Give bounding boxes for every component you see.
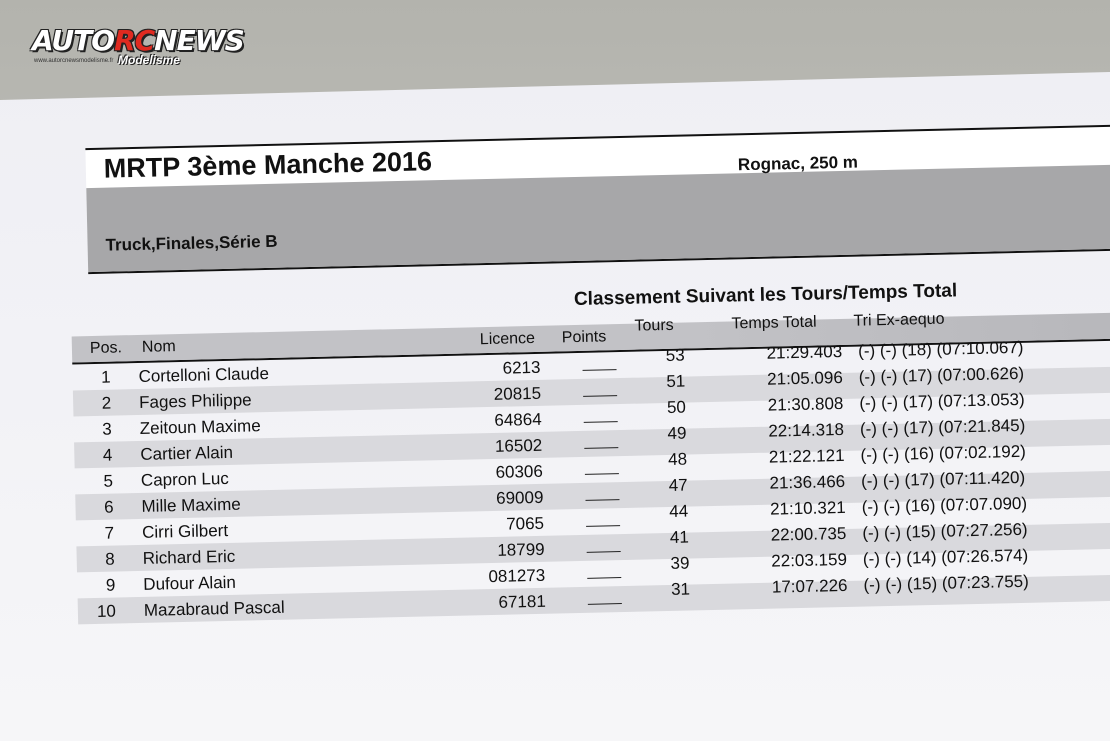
row-tiebreak: (-) (-) (16) (07:07.090)	[861, 493, 1028, 517]
row-tours: 51	[666, 371, 686, 391]
row-tiebreak: (-) (-) (14) (07:26.574)	[862, 545, 1029, 569]
row-total-time: 21:36.466	[769, 471, 846, 493]
row-points-blank	[585, 473, 619, 475]
row-tours: 53	[665, 345, 685, 365]
col-licence: Licence	[479, 329, 536, 349]
row-tours: 49	[667, 423, 687, 443]
row-points-blank	[583, 395, 617, 397]
row-position: 8	[105, 549, 115, 569]
event-title: MRTP 3ème Manche 2016	[103, 146, 433, 184]
row-points-blank	[587, 577, 621, 579]
row-tours: 39	[670, 553, 690, 573]
row-licence: 18799	[497, 539, 545, 560]
logo-auto: AUTO	[32, 24, 115, 57]
col-tours: Tours	[634, 316, 674, 335]
row-licence: 7065	[505, 513, 545, 534]
row-points-blank	[583, 369, 617, 371]
row-points-blank	[585, 499, 619, 501]
row-points-blank	[588, 603, 622, 605]
row-points-blank	[586, 525, 620, 527]
row-position: 7	[104, 523, 115, 543]
row-tours: 48	[667, 449, 688, 469]
results-table	[72, 312, 1110, 624]
row-points-blank	[584, 421, 618, 423]
event-header	[85, 125, 1110, 275]
row-position: 4	[102, 445, 113, 465]
row-licence: 67181	[498, 591, 546, 612]
row-position: 9	[105, 575, 116, 595]
row-driver-name: Richard Eric	[142, 546, 236, 568]
logo-news: NEWS	[154, 24, 244, 57]
row-tiebreak: (-) (-) (15) (07:27.256)	[862, 519, 1028, 543]
row-driver-name: Cirri Gilbert	[141, 520, 229, 542]
row-tours: 31	[670, 579, 691, 599]
row-points-blank	[584, 447, 618, 449]
logo-subtitle: Modelisme	[118, 53, 181, 67]
row-licence: 69009	[495, 487, 544, 508]
col-pos: Pos.	[89, 339, 123, 358]
row-total-time: 21:29.403	[766, 341, 843, 363]
row-licence: 20815	[493, 383, 542, 404]
event-venue: Rognac, 250 m	[737, 152, 859, 175]
row-total-time: 21:10.321	[769, 497, 846, 519]
row-position: 2	[101, 393, 112, 413]
col-time: Temps Total	[731, 313, 817, 333]
row-tiebreak: (-) (-) (17) (07:13.053)	[859, 389, 1025, 413]
row-position: 3	[102, 419, 112, 439]
ranking-title: Classement Suivant les Tours/Temps Total	[573, 280, 958, 311]
col-tri: Tri Ex-aequo	[853, 310, 945, 330]
row-position: 6	[103, 497, 114, 517]
event-category: Truck,Finales,Série B	[105, 231, 278, 255]
row-licence: 16502	[494, 435, 543, 456]
row-total-time: 21:30.808	[767, 393, 844, 415]
row-driver-name: Mazabraud Pascal	[143, 597, 285, 620]
row-total-time: 22:14.318	[768, 419, 845, 441]
col-points: Points	[561, 328, 607, 347]
row-tours: 47	[668, 475, 688, 495]
logo-url: www.autorcnewsmodelisme.fr	[34, 58, 114, 64]
row-licence: 6213	[502, 357, 541, 378]
logo-rc: RC	[114, 24, 155, 57]
row-tiebreak: (-) (-) (16) (07:02.192)	[860, 441, 1027, 465]
row-licence: 64864	[494, 409, 542, 430]
row-total-time: 22:00.735	[770, 523, 847, 545]
row-tours: 41	[669, 527, 690, 547]
row-position: 1	[100, 367, 111, 387]
row-licence: 60306	[495, 461, 544, 482]
row-total-time: 21:22.121	[768, 445, 845, 467]
row-total-time: 21:05.096	[766, 367, 843, 389]
row-driver-name: Dufour Alain	[143, 572, 237, 594]
row-total-time: 17:07.226	[771, 575, 848, 597]
row-tours: 44	[669, 501, 689, 521]
row-driver-name: Cortelloni Claude	[138, 363, 270, 386]
row-tiebreak: (-) (-) (18) (07:10.067)	[857, 337, 1024, 361]
row-points-blank	[587, 551, 621, 553]
row-driver-name: Mille Maxime	[141, 494, 241, 516]
row-position: 10	[96, 601, 117, 621]
row-position: 5	[103, 471, 114, 491]
row-licence: 081273	[488, 565, 546, 587]
row-total-time: 22:03.159	[771, 549, 848, 571]
row-tiebreak: (-) (-) (15) (07:23.755)	[863, 571, 1029, 595]
row-tiebreak: (-) (-) (17) (07:21.845)	[859, 415, 1026, 439]
row-tours: 50	[666, 397, 687, 417]
row-driver-name: Cartier Alain	[140, 442, 234, 464]
row-driver-name: Fages Philippe	[138, 390, 252, 412]
row-driver-name: Capron Luc	[140, 468, 230, 490]
col-name: Nom	[141, 338, 176, 356]
row-driver-name: Zeitoun Maxime	[139, 416, 261, 438]
row-tiebreak: (-) (-) (17) (07:00.626)	[858, 363, 1025, 387]
row-tiebreak: (-) (-) (17) (07:11.420)	[860, 467, 1026, 491]
